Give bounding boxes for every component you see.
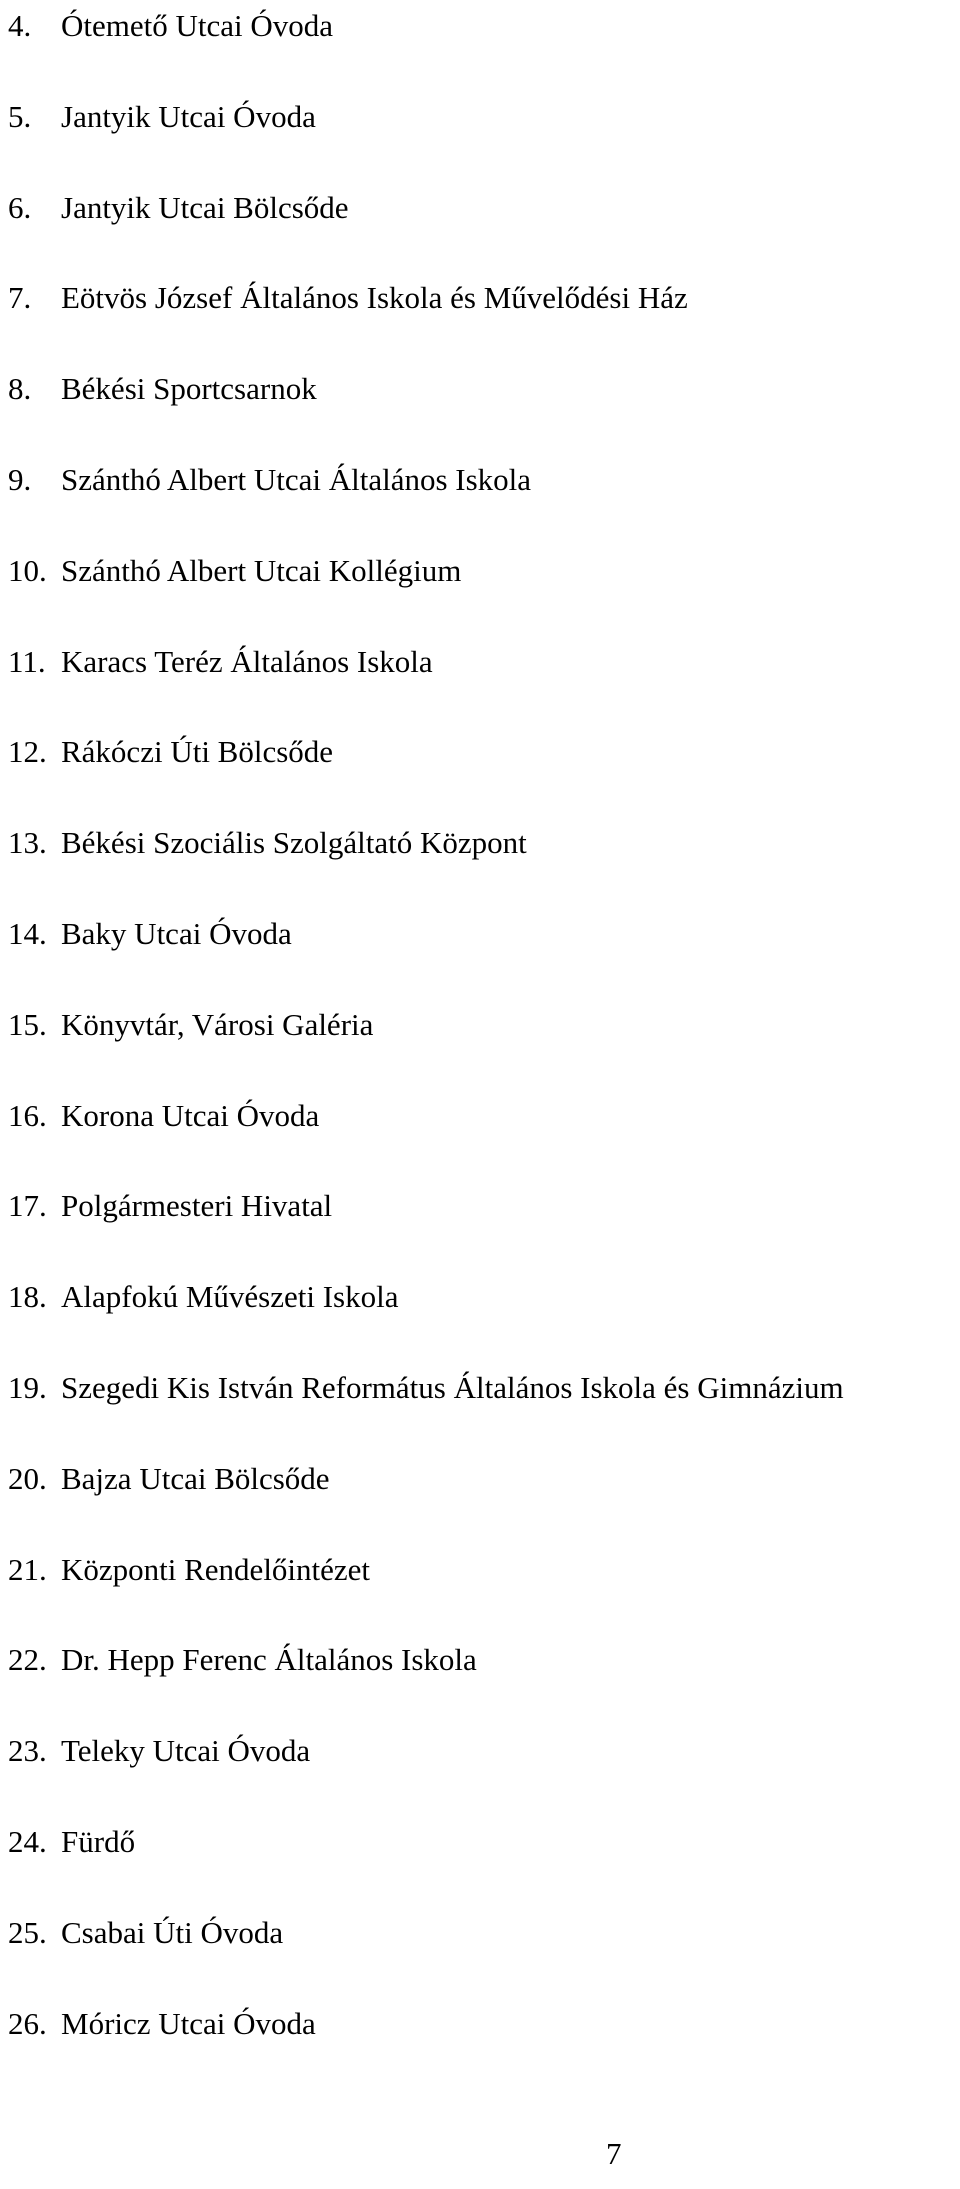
item-number: 26. [8,2005,47,2041]
item-text: Csabai Úti Óvoda [61,1914,284,1950]
list-item [8,98,316,134]
item-text: Szánthó Albert Utcai Általános Iskola [61,462,532,497]
item-number: 17. [8,1188,47,1224]
item-text: Alapfokú Művészeti Iskola [61,1279,399,1315]
item-text: Teleky Utcai Óvoda [61,1733,311,1769]
item-number: 21. [8,1551,47,1587]
list-item [8,734,334,770]
item-number: 18. [8,1279,47,1315]
item-text: Ótemető Utcai Óvoda [61,8,334,43]
item-number: 7. [8,280,32,316]
item-text: Könyvtár, Városi Galéria [61,1006,374,1042]
list-item [8,1914,284,1950]
item-text: Karacs Teréz Általános Iskola [61,643,433,679]
item-number: 6. [8,189,32,225]
item-text: Rákóczi Úti Bölcsőde [61,734,334,770]
item-number: 24. [8,1824,47,1859]
item-number: 13. [8,825,47,861]
list-item [8,1188,333,1224]
item-text: Eötvös József Általános Iskola és Művelődési Ház [61,280,688,316]
item-number: 16. [8,1097,47,1133]
item-number: 12. [8,734,47,770]
item-number: 5. [8,98,32,134]
list-item [8,1097,320,1133]
list-item [8,10,333,41]
item-text: Békési Szociális Szolgáltató Központ [61,825,527,861]
item-number: 4. [8,8,32,43]
list-item [8,2005,316,2041]
list-item [8,918,292,949]
item-number: 19. [8,1370,47,1405]
list-item [8,1460,330,1496]
item-number: 23. [8,1733,47,1769]
list-item [8,280,688,316]
page-number: 7 [606,2136,622,2171]
list-item [8,552,462,588]
list-item [8,1826,135,1857]
item-number: 20. [8,1460,47,1496]
item-text: Jantyik Utcai Bölcsőde [61,189,349,225]
list-item [8,1642,477,1678]
item-text: Polgármesteri Hivatal [61,1188,333,1224]
list-item [8,1372,844,1403]
list-item [8,189,349,225]
item-number: 14. [8,916,47,951]
item-number: 15. [8,1006,47,1042]
list-item [8,1006,374,1042]
item-text: Fürdő [61,1824,136,1859]
item-number: 22. [8,1642,47,1678]
item-number: 10. [8,552,47,588]
item-text: Szegedi Kis István Református Általános Iskola és Gimnázium [61,1370,844,1405]
list-item [8,371,317,407]
item-number: 25. [8,1914,47,1950]
item-number: 8. [8,371,32,407]
list-item [8,1279,399,1315]
item-text: Móricz Utcai Óvoda [61,2005,316,2041]
list-item [8,1733,311,1769]
item-text: Szánthó Albert Utcai Kollégium [61,552,462,588]
list-item [8,643,433,679]
item-text: Jantyik Utcai Óvoda [61,98,316,134]
item-number: 11. [8,643,46,679]
item-number: 9. [8,462,32,497]
list-item [8,1551,371,1587]
list-item [8,825,527,861]
list-item [8,464,531,495]
item-text: Dr. Hepp Ferenc Általános Iskola [61,1642,477,1678]
item-text: Korona Utcai Óvoda [61,1097,320,1133]
item-text: Bajza Utcai Bölcsőde [61,1460,330,1496]
item-text: Baky Utcai Óvoda [61,916,292,951]
item-text: Központi Rendelőintézet [61,1551,371,1587]
item-text: Békési Sportcsarnok [61,371,317,407]
